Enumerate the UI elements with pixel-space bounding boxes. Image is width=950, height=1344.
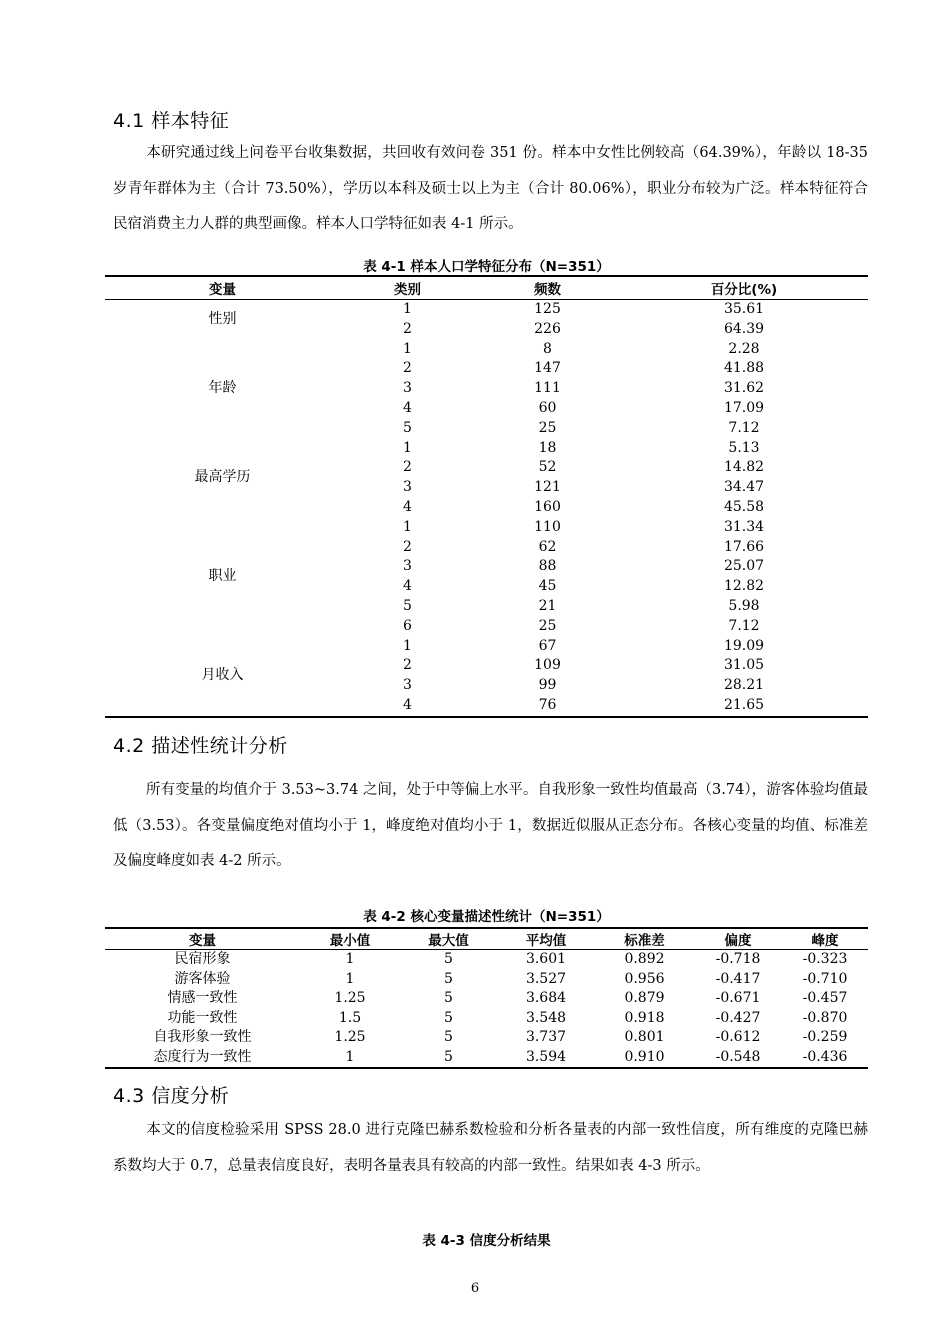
table-cell: 0.892 xyxy=(624,951,665,967)
table-cell: 4 xyxy=(403,578,412,595)
table-4-1-body xyxy=(105,300,868,717)
table-cell: 25.07 xyxy=(723,558,765,575)
table-row xyxy=(105,439,868,459)
table-cell: 19.09 xyxy=(723,637,765,654)
table-cell: 226 xyxy=(534,320,561,337)
table-cell: 14.82 xyxy=(723,459,765,476)
table-cell: 4 xyxy=(403,696,412,713)
table-cell: 76 xyxy=(538,696,557,713)
table-cell: 3.594 xyxy=(525,1048,567,1065)
table-4-3-caption: 表 4-3 信度分析结果 xyxy=(422,1233,551,1249)
table-4-2-header-cell: 最大值 xyxy=(428,933,469,949)
table-cell: 52 xyxy=(538,459,557,476)
table-row xyxy=(105,1009,868,1029)
table-cell: -0.548 xyxy=(715,1048,761,1065)
table-cell: 3.684 xyxy=(525,990,567,1006)
table-cell: 2 xyxy=(403,360,412,377)
table-row xyxy=(105,340,868,360)
table-4-1 xyxy=(105,275,868,718)
table-cell: 18 xyxy=(538,439,557,456)
table-cell: 2 xyxy=(403,538,412,555)
table-4-2 xyxy=(105,927,868,1069)
table-cell: 1 xyxy=(345,951,355,967)
table-cell: 99 xyxy=(538,677,557,694)
table-cell: 31.05 xyxy=(723,657,765,674)
table-cell: 21.65 xyxy=(723,696,765,713)
table-cell: 5 xyxy=(444,970,453,987)
table-cell: 88 xyxy=(538,558,557,575)
variable-name-cell: 职业 xyxy=(208,568,237,585)
variable-name-cell: 年龄 xyxy=(208,380,237,397)
table-cell: -0.436 xyxy=(802,1048,848,1065)
table-cell: -0.417 xyxy=(715,970,761,987)
table-cell: 41.88 xyxy=(723,360,765,377)
table-cell: 25 xyxy=(538,617,557,634)
table-cell: 2 xyxy=(403,320,412,337)
variable-name-cell: 自我形象一致性 xyxy=(153,1029,252,1045)
variable-name-cell: 最高学历 xyxy=(194,469,251,486)
variable-name-cell: 态度行为一致性 xyxy=(153,1048,252,1065)
paragraph-reliability-text: 本文的信度检验采用 SPSS 28.0 进行克隆巴赫系数检验和分析各量表的内部一致性信度，所有维度的克隆巴赫系数均大于 0.7，总量表信度良好，表明各量表具有较高的内部一致性。结果如表 4-3 所示。 xyxy=(113,1122,868,1174)
table-cell: 1 xyxy=(345,970,355,987)
table-cell: 121 xyxy=(534,479,561,496)
table-cell: 6 xyxy=(403,617,412,634)
table-cell: 67 xyxy=(538,637,557,654)
table-row xyxy=(105,300,868,320)
table-cell: 3 xyxy=(403,677,412,694)
paragraph-reliability xyxy=(113,1113,868,1184)
variable-name-cell: 民宿形象 xyxy=(174,951,231,967)
table-cell: 34.47 xyxy=(723,479,765,496)
table-cell: -0.671 xyxy=(715,990,761,1006)
table-cell: 3 xyxy=(403,479,412,496)
table-cell: 7.12 xyxy=(728,419,760,436)
table-cell: 5 xyxy=(403,419,412,436)
table-row xyxy=(105,989,868,1009)
table-cell: 111 xyxy=(534,380,561,397)
table-4-2-header-cell: 平均值 xyxy=(525,933,567,949)
table-4-1-header-cell: 频数 xyxy=(534,282,561,298)
table-4-2-header-row xyxy=(105,928,868,950)
paragraph-sample-text: 本研究通过线上问卷平台收集数据，共回收有效问卷 351 份。样本中女性比例较高（64.39%），年龄以 18-35 岁青年群体为主（合计 73.50%），学历以本科及硕士以上为主（合计 80.06%），职业分布较为广泛。样本特征符合民宿消费主力人群的典型画像。样本人口学特征如表 4-1 所示。 xyxy=(113,145,868,232)
table-cell: 60 xyxy=(538,399,557,416)
table-row xyxy=(105,1048,868,1069)
paragraph-descriptive-text: 所有变量的均值介于 3.53~3.74 之间，处于中等偏上水平。自我形象一致性均值最高（3.74），游客体验均值最低（3.53）。各变量偏度绝对值均小于 1，峰度绝对值均小于 1，数据近似服从正态分布。各核心变量的均值、标准差及偏度峰度如表 4-2 所示。 xyxy=(113,782,868,869)
table-cell: 0.910 xyxy=(624,1048,665,1065)
table-cell: 3 xyxy=(403,558,412,575)
table-4-2-header-cell: 峰度 xyxy=(811,933,839,949)
table-cell: 0.956 xyxy=(624,970,665,987)
table-4-1-header-row xyxy=(105,276,868,300)
table-cell: 3.527 xyxy=(525,970,567,987)
paragraph-descriptive xyxy=(113,773,868,880)
table-cell: 3.737 xyxy=(525,1029,567,1045)
table-row xyxy=(105,518,868,538)
table-4-1-caption: 表 4-1 样本人口学特征分布（N=351） xyxy=(363,259,610,275)
table-4-1-header-cell: 百分比(%) xyxy=(710,282,778,298)
table-cell: 1 xyxy=(403,518,412,535)
table-cell: 1 xyxy=(403,637,412,654)
table-cell: 109 xyxy=(534,657,561,674)
table-cell: 31.62 xyxy=(723,380,765,397)
table-cell: 28.21 xyxy=(723,677,765,694)
table-cell: -0.710 xyxy=(802,970,848,987)
table-cell: 0.801 xyxy=(624,1029,665,1045)
page-number: 6 xyxy=(470,1281,480,1296)
table-cell: -0.323 xyxy=(802,951,848,967)
paragraph-sample xyxy=(113,136,868,243)
table-4-1-header-cell: 变量 xyxy=(209,282,236,298)
table-cell: 3.601 xyxy=(525,951,567,967)
table-cell: 35.61 xyxy=(723,301,765,317)
table-4-2-header-cell: 标准差 xyxy=(624,933,665,949)
table-row xyxy=(105,970,868,990)
table-cell: 1 xyxy=(403,439,412,456)
table-cell: 5.98 xyxy=(728,597,760,614)
variable-name-cell: 情感一致性 xyxy=(167,990,238,1006)
table-row xyxy=(105,637,868,657)
table-4-2-caption: 表 4-2 核心变量描述性统计（N=351） xyxy=(363,909,610,925)
table-4-2-header-cell: 变量 xyxy=(189,933,216,949)
table-cell: 8 xyxy=(543,340,552,357)
table-4-2-header-cell: 偏度 xyxy=(724,933,752,949)
table-cell: 45 xyxy=(538,578,557,595)
table-cell: 7.12 xyxy=(728,617,760,634)
table-cell: 17.09 xyxy=(723,399,765,416)
table-cell: 4 xyxy=(403,498,412,515)
table-cell: 62 xyxy=(538,538,557,555)
table-cell: 5 xyxy=(444,990,453,1006)
table-cell: 5 xyxy=(403,597,412,614)
table-cell: 0.918 xyxy=(624,1009,665,1026)
table-cell: 1.5 xyxy=(338,1009,362,1026)
variable-name-cell: 月收入 xyxy=(201,667,244,684)
table-row xyxy=(105,950,868,970)
table-cell: 12.82 xyxy=(723,578,765,595)
table-cell: 0.879 xyxy=(624,990,665,1006)
table-cell: 2.28 xyxy=(728,340,760,357)
section-heading-4-3: 4.3 信度分析 xyxy=(113,1085,230,1107)
table-cell: 5 xyxy=(444,1009,453,1026)
table-cell: 1 xyxy=(345,1048,355,1065)
section-heading-4-2: 4.2 描述性统计分析 xyxy=(113,735,288,757)
table-row xyxy=(105,1028,868,1048)
section-heading-4-1: 4.1 样本特征 xyxy=(113,110,230,132)
table-4-1-header-cell: 类别 xyxy=(394,282,421,298)
table-cell: 147 xyxy=(534,360,561,377)
table-cell: 3 xyxy=(403,380,412,397)
table-cell: -0.259 xyxy=(802,1029,848,1045)
table-cell: 110 xyxy=(534,518,561,535)
table-cell: 5 xyxy=(444,1048,453,1065)
table-cell: -0.612 xyxy=(715,1029,761,1045)
table-cell: 45.58 xyxy=(723,498,765,515)
table-cell: 1.25 xyxy=(334,990,366,1006)
table-cell: 1 xyxy=(403,340,412,357)
table-cell: 160 xyxy=(534,498,561,515)
table-cell: 25 xyxy=(538,419,557,436)
variable-name-cell: 功能一致性 xyxy=(167,1009,238,1026)
table-cell: 5.13 xyxy=(728,439,760,456)
table-cell: 64.39 xyxy=(723,320,765,337)
table-cell: 5 xyxy=(444,951,453,967)
table-cell: 3.548 xyxy=(525,1009,567,1026)
table-cell: 5 xyxy=(444,1029,453,1045)
table-cell: 21 xyxy=(538,597,557,614)
table-cell: 17.66 xyxy=(723,538,765,555)
table-4-2-body xyxy=(105,950,868,1069)
table-cell: 31.34 xyxy=(723,518,765,535)
table-cell: -0.870 xyxy=(802,1009,848,1026)
table-cell: -0.457 xyxy=(802,990,848,1006)
table-cell: 1 xyxy=(403,301,412,317)
table-4-2-header-cell: 最小值 xyxy=(329,933,371,949)
table-cell: 1.25 xyxy=(334,1029,366,1045)
table-cell: 2 xyxy=(403,657,412,674)
table-cell: -0.718 xyxy=(715,951,761,967)
table-cell: 4 xyxy=(403,399,412,416)
variable-name-cell: 游客体验 xyxy=(174,970,231,987)
table-cell: -0.427 xyxy=(715,1009,761,1026)
variable-name-cell: 性别 xyxy=(208,310,237,327)
table-cell: 125 xyxy=(534,301,561,317)
table-cell: 2 xyxy=(403,459,412,476)
